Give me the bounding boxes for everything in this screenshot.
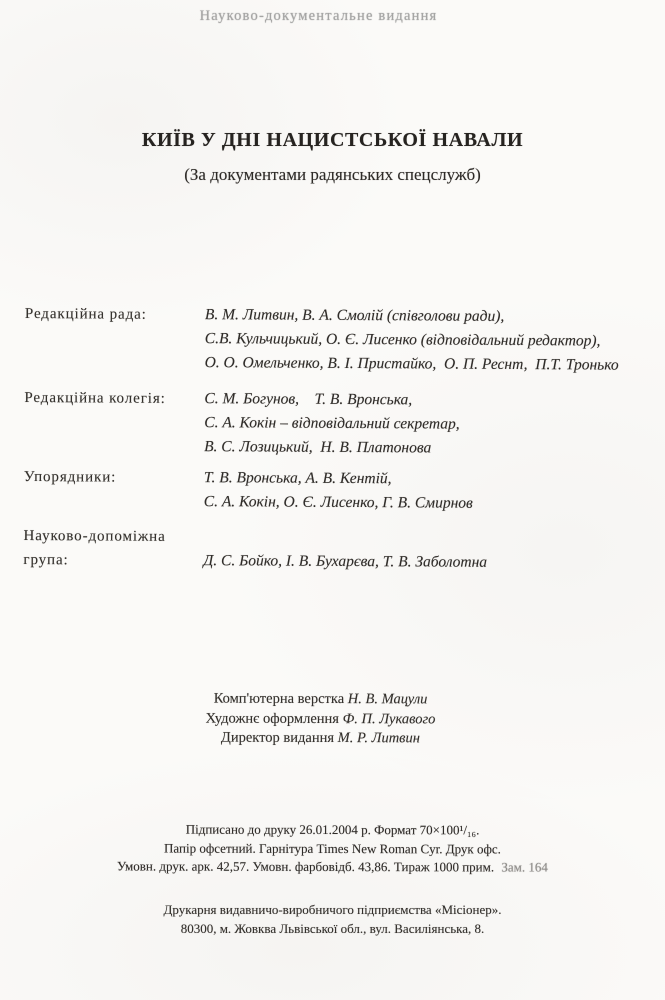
section-label: Редакційна рада: — [24, 305, 147, 323]
names-line: С. М. Богунов, Т. В. Вронська, — [204, 390, 413, 409]
edition-note: Науково-документальне видання — [199, 8, 438, 24]
credit-name: М. Р. Литвин — [337, 730, 420, 747]
printing-house-block — [0, 901, 665, 938]
section-support-group — [23, 524, 645, 576]
names-line: Д. С. Бойко, І. В. Бухарєва, Т. В. Заболотна — [203, 552, 488, 571]
names-line: С. А. Кокін – відповідальний секретар, — [204, 414, 460, 433]
print-order-number: Зам. 164 — [501, 859, 548, 875]
names-line: С. А. Кокін, О. Є. Лисенко, Г. В. Смирнов — [203, 493, 473, 512]
printing-house-name: Друкарня видавничо-виробничого підприємства «Місіонер». — [163, 902, 502, 917]
editorial-sections — [23, 302, 647, 576]
credit-name: Ф. П. Лукавого — [342, 710, 436, 727]
section-editorial-board — [24, 386, 646, 462]
names-line: В. С. Лозицький, Н. В. Платонова — [204, 438, 432, 457]
section-names — [205, 303, 647, 378]
names-line: В. М. Литвин, В. А. Смолій (співголови ради), — [204, 306, 505, 325]
section-label: Науково-допоміжна група: — [23, 527, 166, 569]
names-line: О. О. Омельченко, В. І. Пристайко, О. П. Реснт, П.Т. Тронько — [204, 354, 619, 374]
credit-role: Директор видання — [220, 729, 335, 747]
imprint-line: Підписано до друку 26.01.2004 р. Формат 70×100¹/₁₆. — [185, 821, 480, 838]
credit-line — [0, 728, 653, 750]
names-line: Т. В. Вронська, А. В. Кентій, — [203, 469, 392, 488]
section-label: Редакційна колегія: — [24, 389, 166, 407]
production-credits — [0, 689, 653, 750]
credit-role: Художнє оформлення — [205, 710, 339, 727]
names-line: С.В. Кульчицький, О. Є. Лисенко (відповідальний редактор), — [204, 330, 601, 350]
credit-name: Н. В. Мацули — [347, 691, 428, 708]
section-names — [203, 525, 645, 576]
imprint-line — [0, 857, 665, 877]
book-title: КИЇВ У ДНІ НАЦИСТСЬКОЇ НАВАЛИ — [141, 129, 524, 151]
section-editorial-council — [25, 302, 647, 378]
section-names — [204, 466, 646, 517]
imprint-line: Папір офсетний. Гарнітура Times New Roman Cyr. Друк офс. — [164, 840, 501, 856]
credit-line — [0, 689, 653, 711]
section-names — [204, 387, 646, 462]
book-subtitle: (За документами радянських спецслужб) — [184, 165, 481, 184]
printing-house-address: 80300, м. Жовква Львівської обл., вул. Василіянська, 8. — [180, 920, 485, 936]
section-label: Упорядники: — [23, 468, 117, 486]
imprint-block — [0, 820, 665, 877]
imprint-line-text: Умовн. друк. арк. 42,57. Умовн. фарбовідб. 43,86. Тираж 1000 прим. — [116, 858, 495, 875]
section-compilers — [24, 465, 646, 517]
credit-line — [0, 708, 653, 730]
credit-role: Комп'ютерна верстка — [213, 690, 345, 708]
